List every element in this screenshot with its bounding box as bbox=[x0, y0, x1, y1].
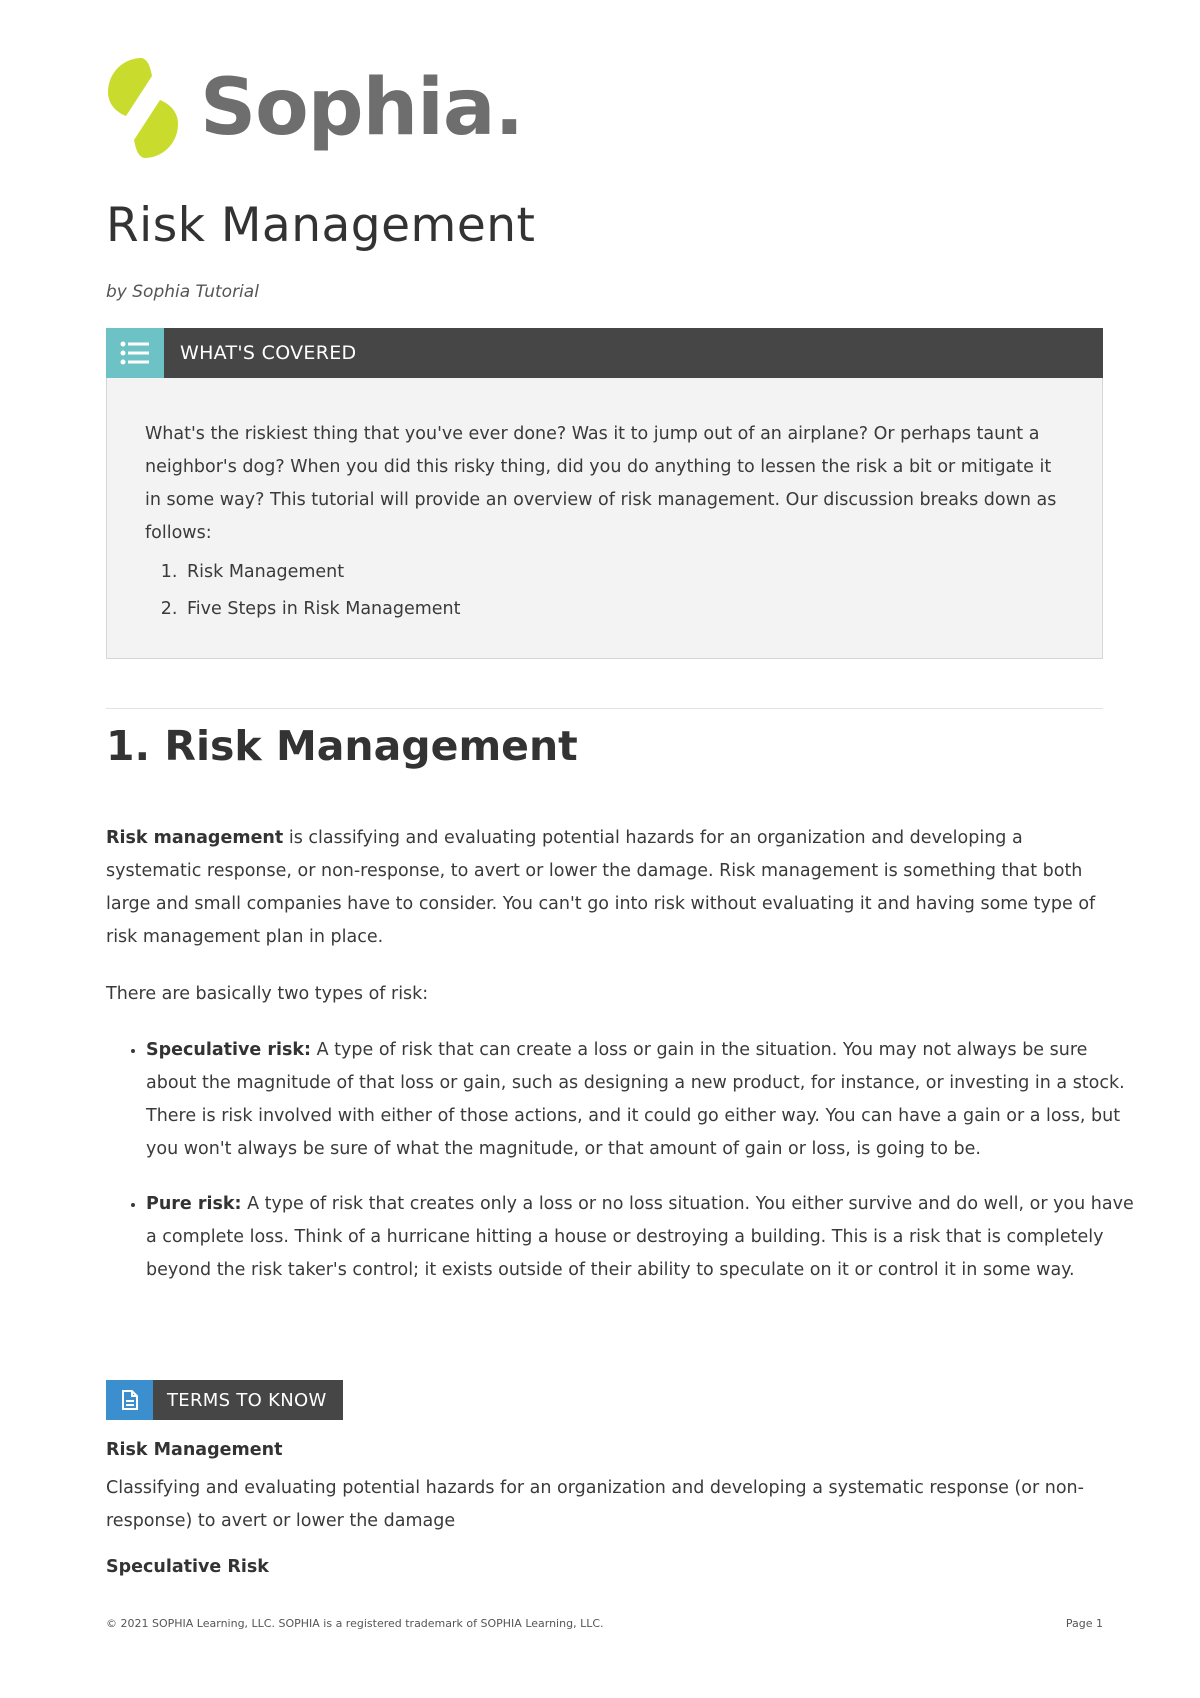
term-name: Speculative Risk bbox=[106, 1557, 269, 1577]
whats-covered-panel bbox=[106, 378, 1103, 659]
whats-covered-intro: What's the riskiest thing that you've ever done? Was it to jump out of an airplane? Or perhaps taunt a neighbor's dog? When you did this risky thing, did you do anything to lessen the risk a bit or mitigate it in some way? This tutorial will provide an overview of risk management. Our discussion breaks down as follows: bbox=[145, 424, 1057, 543]
section-heading: 1. Risk Management bbox=[106, 722, 578, 770]
whats-covered-label: WHAT'S COVERED bbox=[180, 342, 357, 364]
section-divider bbox=[106, 708, 1103, 709]
list-item: • Speculative risk: A type of risk that can create a loss or gain in the situation. You may not always be sure about the magnitude of that loss or gain, such as designing a new product, for instance, or investing in a stock. There is risk involved with either of those actions, and it could go either way. You can have a gain or a loss, but you won't always be sure of what the magnitude, or that amount of gain or loss, is going to be. bbox=[146, 1034, 1143, 1166]
section-paragraph: There are basically two types of risk: bbox=[106, 984, 429, 1004]
list-icon bbox=[106, 328, 164, 378]
list-item: • Pure risk: A type of risk that creates only a loss or no loss situation. You either survive and do well, or you have a complete loss. Think of a hurricane hitting a house or destroying a building. This is a risk that is completely beyond the risk taker's control; it exists outside of their ability to speculate on it or control it in some way. bbox=[146, 1188, 1143, 1287]
byline: by Sophia Tutorial bbox=[106, 282, 259, 302]
document-icon bbox=[106, 1380, 153, 1420]
whats-covered-header bbox=[106, 328, 1103, 378]
sophia-logo-text: Sophia. bbox=[200, 63, 524, 153]
footer-copyright: © 2021 SOPHIA Learning, LLC. SOPHIA is a registered trademark of SOPHIA Learning, LLC. bbox=[106, 1617, 604, 1630]
section-paragraph: Risk management is classifying and evaluating potential hazards for an organization and developing a systematic response, or non-response, to avert or lower the damage. Risk management is something that both large and small companies have to consider. You can't go into risk without evaluating it and having some type of risk management plan in place. bbox=[106, 828, 1096, 947]
risk-types-list bbox=[106, 1034, 1143, 1309]
terms-to-know-label: TERMS TO KNOW bbox=[167, 1389, 327, 1411]
covered-list-item: 1. Risk Management bbox=[183, 554, 1102, 591]
covered-list-item: 2. Five Steps in Risk Management bbox=[183, 591, 1102, 628]
page-title: Risk Management bbox=[106, 198, 536, 253]
footer-page-number: Page 1 bbox=[1065, 1617, 1103, 1630]
covered-list bbox=[107, 554, 1102, 628]
terms-to-know-header bbox=[106, 1380, 343, 1420]
term-highlight: Risk management bbox=[106, 828, 284, 848]
sophia-logo-mark-icon bbox=[104, 56, 182, 160]
term-name: Risk Management bbox=[106, 1440, 283, 1460]
sophia-logo bbox=[104, 56, 523, 160]
term-definition: Classifying and evaluating potential hazards for an organization and developing a systematic response (or non-response) to avert or lower the damage bbox=[106, 1478, 1084, 1531]
